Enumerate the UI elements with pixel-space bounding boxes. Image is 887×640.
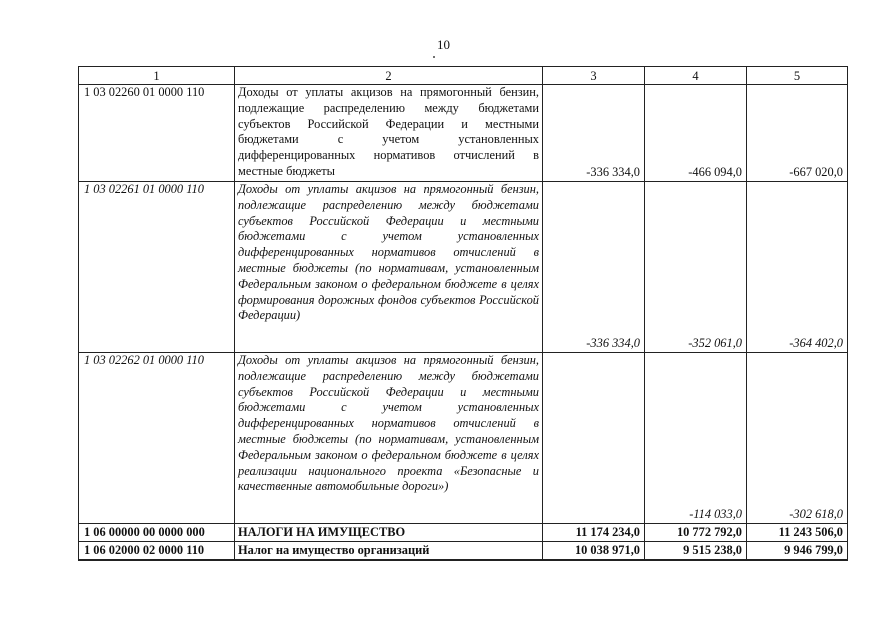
column-header: 4: [645, 67, 747, 85]
value-col5: 9 946 799,0: [747, 542, 848, 561]
budget-code: 1 06 00000 00 0000 000: [79, 524, 235, 542]
value-col3: 10 038 971,0: [543, 542, 645, 561]
column-header: 3: [543, 67, 645, 85]
value-col5: -667 020,0: [747, 85, 848, 182]
income-name: Доходы от уплаты акцизов на прямогонный бензин, подлежащие распределению между бюджетами субъектов Российской Федерации и местными бюджетами с учетом установленных дифференцированных нормативов отчислений в местные бюджеты (по нормативам, установленным Федеральным законом о федеральном бюджете в целях формирования дорожных фондов субъектов Российской Федерации): [235, 182, 543, 353]
budget-code: 1 03 02261 01 0000 110: [79, 182, 235, 353]
income-name: Налог на имущество организаций: [235, 542, 543, 561]
budget-table: [78, 66, 848, 561]
budget-code: 1 03 02260 01 0000 110: [79, 85, 235, 182]
column-header: 2: [235, 67, 543, 85]
page-number: 10: [437, 37, 450, 52]
table-header-row: [79, 67, 848, 85]
income-name: Доходы от уплаты акцизов на прямогонный бензин, подлежащие распределению между бюджетами субъектов Российской Федерации и местными бюджетами с учетом установленных дифференцированных нормативов отчислений в местные бюджеты (по нормативам, установленным Федеральным законом о федеральном бюджете в целях реализации национального проекта «Безопасные и качественные автомобильные дороги»): [235, 353, 543, 524]
value-col4: 10 772 792,0: [645, 524, 747, 542]
value-col4: -466 094,0: [645, 85, 747, 182]
value-col3: -336 334,0: [543, 85, 645, 182]
table-row: [79, 542, 848, 561]
income-name: Доходы от уплаты акцизов на прямогонный бензин, подлежащие распределению между бюджетами субъектов Российской Федерации и местными бюджетами с учетом установленных дифференцированных нормативов отчислений в местные бюджеты: [235, 85, 543, 182]
table-row: [79, 182, 848, 353]
column-header: 5: [747, 67, 848, 85]
budget-code: 1 03 02262 01 0000 110: [79, 353, 235, 524]
scan-dot: [433, 56, 435, 58]
table-row: [79, 85, 848, 182]
value-col3: 11 174 234,0: [543, 524, 645, 542]
value-col3: [543, 353, 645, 524]
value-col4: 9 515 238,0: [645, 542, 747, 561]
value-col3: -336 334,0: [543, 182, 645, 353]
value-col5: 11 243 506,0: [747, 524, 848, 542]
value-col4: -352 061,0: [645, 182, 747, 353]
income-name: НАЛОГИ НА ИМУЩЕСТВО: [235, 524, 543, 542]
table-row: [79, 524, 848, 542]
table-row: [79, 353, 848, 524]
budget-code: 1 06 02000 02 0000 110: [79, 542, 235, 561]
value-col5: -364 402,0: [747, 182, 848, 353]
value-col4: -114 033,0: [645, 353, 747, 524]
column-header: 1: [79, 67, 235, 85]
value-col5: -302 618,0: [747, 353, 848, 524]
